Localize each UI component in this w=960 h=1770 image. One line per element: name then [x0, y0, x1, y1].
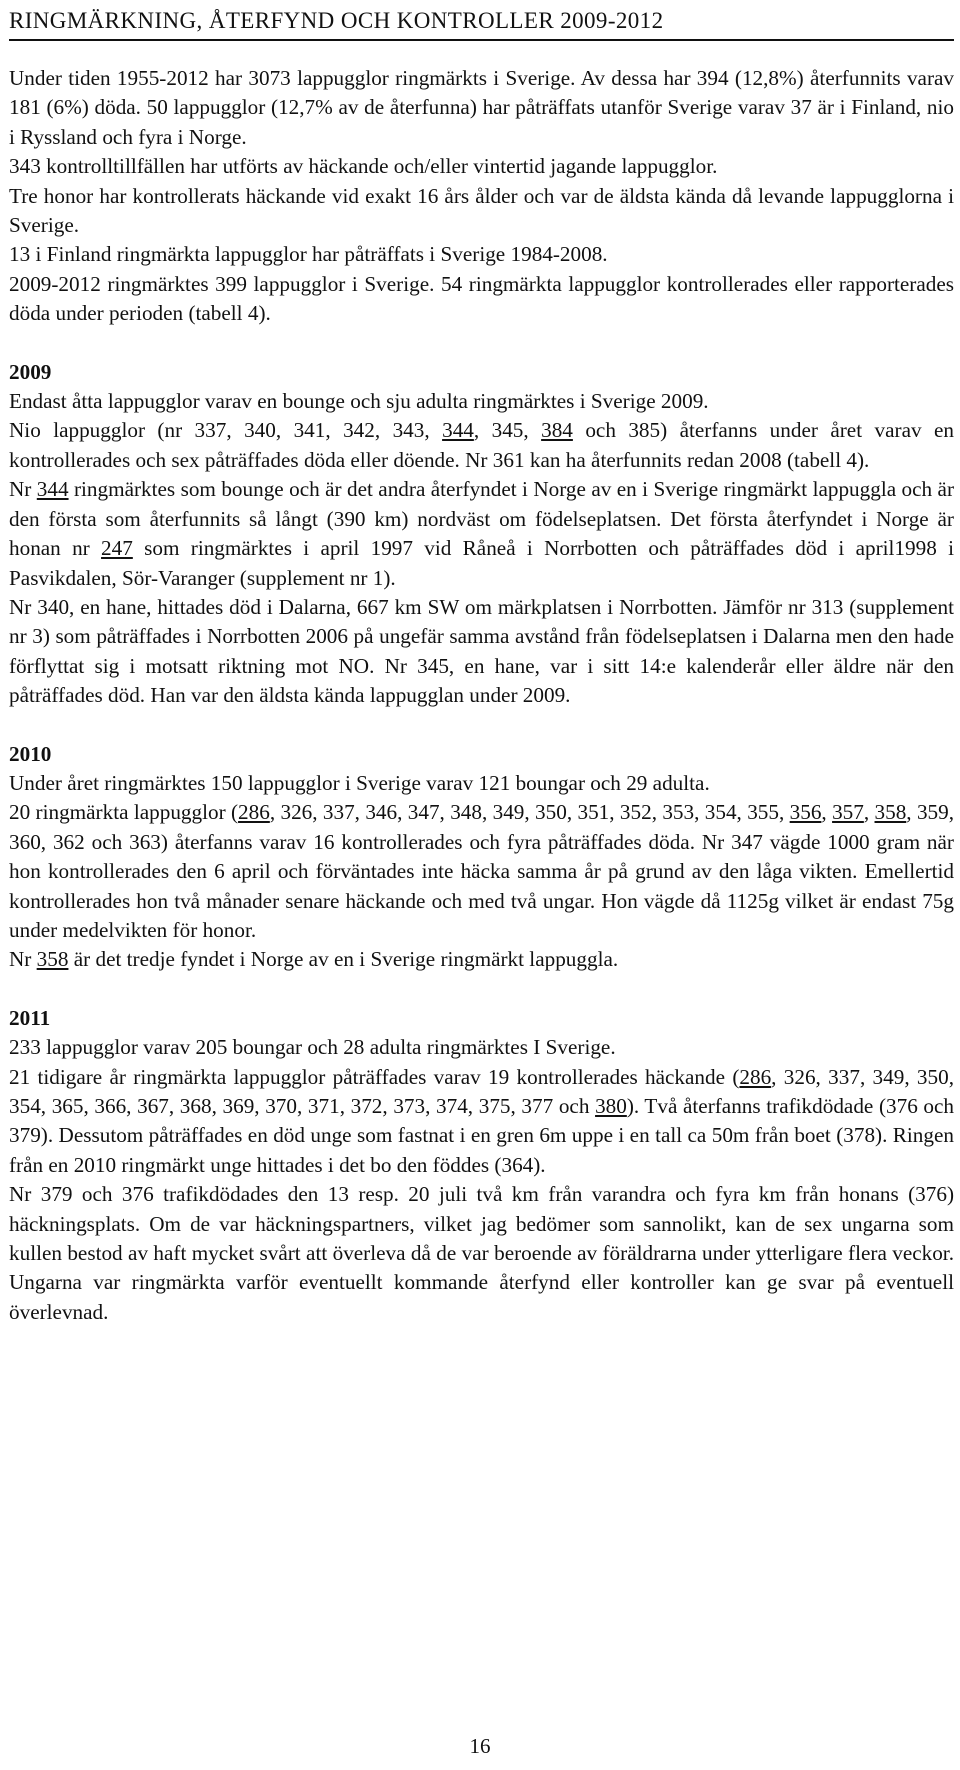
- underlined-ring-number: 358: [874, 800, 907, 825]
- underlined-ring-number: 344: [442, 418, 474, 443]
- underlined-ring-number: 356: [789, 800, 822, 825]
- section-gap: [9, 711, 954, 740]
- page-number: 16: [469, 1734, 491, 1758]
- text-run: Nio lappugglor (nr 337, 340, 341, 342, 343,: [9, 418, 443, 443]
- underlined-ring-number: 380: [595, 1094, 627, 1118]
- section-2011-paragraph-2: [9, 1063, 954, 1181]
- text-run: ). Två återfanns trafikdödade (376 och 379). Dessutom påträffades en död unge som fastnat i en gren 6m uppe i en tall ca 50m från boet (378). Ringen från en 2010 ringmärkt unge hittades i det bo den föddes (364).: [9, 1094, 955, 1177]
- underlined-ring-number: 247: [101, 536, 133, 561]
- text-run: , 326, 337, 346, 347, 348, 349, 350, 351, 352, 353, 354, 355,: [269, 800, 790, 825]
- section-heading-2009: 2009: [9, 359, 52, 384]
- section-heading-2011: 2011: [9, 1005, 51, 1030]
- section-2011-paragraph-1: 233 lappugglor varav 205 boungar och 28 adulta ringmärktes I Sverige.: [9, 1035, 616, 1060]
- underlined-ring-number: 286: [739, 1064, 772, 1089]
- text-run: är det tredje fyndet i Norge av en i Sverige ringmärkt lappuggla.: [68, 947, 619, 972]
- text-run: och 385) återfanns under året varav en kontrollerades och sex påträffades döda eller döende. Nr 361 kan ha återfunnits redan 2008 (tabell 4).: [9, 418, 954, 472]
- text-run: 21 tidigare år ringmärkta lappugglor påträffades varav 19 kontrollerades häckande (: [9, 1064, 740, 1089]
- intro-paragraph-4: 13 i Finland ringmärkta lappugglor har påträffats i Sverige 1984-2008.: [9, 242, 608, 267]
- section-gap: [9, 329, 954, 358]
- underlined-ring-number: 286: [238, 800, 270, 825]
- underlined-ring-number: 344: [36, 477, 69, 502]
- section-2009-paragraph-1: Endast åtta lappugglor varav en bounge och sju adulta ringmärktes i Sverige 2009.: [9, 389, 709, 414]
- section-2010-paragraph-3: [9, 945, 954, 974]
- text-run: , 359, 360, 362 och 363) återfanns varav 16 kontrollerades och fyra påträffades döda. Nr 347 vägde 1000 gram när hon kontrollerades den 6 april och förväntades inte häcka samma år på grund av den låga vikten. Emellertid kontrollerades hon två månader senare häckande och med två ungar. Hon vägde då 1125g vilket är endast 75g under medelvikten för honor.: [9, 800, 955, 942]
- text-run: Nr: [9, 477, 37, 502]
- underlined-ring-number: 358: [36, 947, 69, 972]
- intro-paragraph-2: 343 kontrolltillfällen har utförts av häckande och/eller vintertid jagande lappugglor.: [9, 154, 718, 179]
- section-2009-paragraph-4: Nr 340, en hane, hittades död i Dalarna, 667 km SW om märkplatsen i Norrbotten. Jämför nr 313 (supplement nr 3) som påträffades i Norrbotten 2006 på ungefär samma avstånd från födelseplatsen i Dalarna men den hade förflyttat sig i motsatt riktning mot NO. Nr 345, en hane, var i sitt 14:e kalenderår eller äldre när den påträffades död. Han var den äldsta kända lappugglan under 2009.: [9, 594, 954, 708]
- section-gap: [9, 975, 954, 1004]
- intro-paragraph-3: Tre honor har kontrollerats häckande vid exakt 16 års ålder och var de äldsta kända då levande lappugglorna i Sverige.: [9, 183, 954, 238]
- header-title: RINGMÄRKNING, ÅTERFYND OCH KONTROLLER 2009-2012: [9, 8, 664, 33]
- text-run: ,: [863, 800, 875, 825]
- text-run: som ringmärktes i april 1997 vid Råneå i Norrbotten och påträffades död i april1998 i Pasvikdalen, Sör-Varanger (supplement nr 1).: [9, 536, 954, 590]
- section-heading-2010: 2010: [9, 741, 52, 766]
- section-2011-paragraph-3: Nr 379 och 376 trafikdödades den 13 resp. 20 juli två km från varandra och fyra km från honans (376) häckningsplats. Om de var häckningspartners, vilket jag bedömer som sannolikt, kan de sex ungarna som kullen bestod av haft mycket svårt att överleva då de var beroende av föräldrarna under ytterligare flera veckor. Ungarna var ringmärkta varför eventuellt kommande återfynd eller kontroller kan ge svar på eventuell överlevnad.: [9, 1182, 954, 1324]
- text-run: , 326, 337, 349, 350, 354, 365, 366, 367, 368, 369, 370, 371, 372, 373, 374, 375, 377 och: [9, 1064, 955, 1118]
- text-run: ringmärktes som bounge och är det andra återfyndet i Norge av en i Sverige ringmärkt lappuggla och är den första som återfunnits så långt (390 km) nordväst om födelseplatsen. Det första återfyndet i Norge är honan nr: [9, 477, 954, 561]
- intro-paragraph-1: Under tiden 1955-2012 har 3073 lappugglor ringmärkts i Sverige. Av dessa har 394 (12,8%) återfunnits varav 181 (6%) döda. 50 lappugglor (12,7% av de återfunna) har påträffats utanför Sverige varav 37 är i Finland, nio i Ryssland och fyra i Norge.: [9, 66, 954, 149]
- section-2010-paragraph-1: Under året ringmärktes 150 lappugglor i Sverige varav 121 boungar och 29 adulta.: [9, 770, 710, 795]
- section-2010-paragraph-2: [9, 798, 954, 945]
- intro-paragraph-5: 2009-2012 ringmärktes 399 lappugglor i Sverige. 54 ringmärkta lappugglor kontrollerades eller rapporterades döda under perioden (tabell 4).: [9, 271, 954, 326]
- text-run: 20 ringmärkta lappugglor (: [9, 800, 239, 825]
- page-footer: [0, 1733, 960, 1759]
- text-run: Nr: [9, 947, 37, 972]
- section-2009-paragraph-2: [9, 416, 954, 475]
- underlined-ring-number: 357: [832, 800, 864, 825]
- page-header: [9, 6, 954, 41]
- text-run: ,: [821, 800, 833, 825]
- document-body: [9, 64, 954, 1327]
- section-2009-paragraph-3: [9, 475, 954, 593]
- text-run: , 345,: [473, 418, 542, 443]
- underlined-ring-number: 384: [541, 418, 573, 443]
